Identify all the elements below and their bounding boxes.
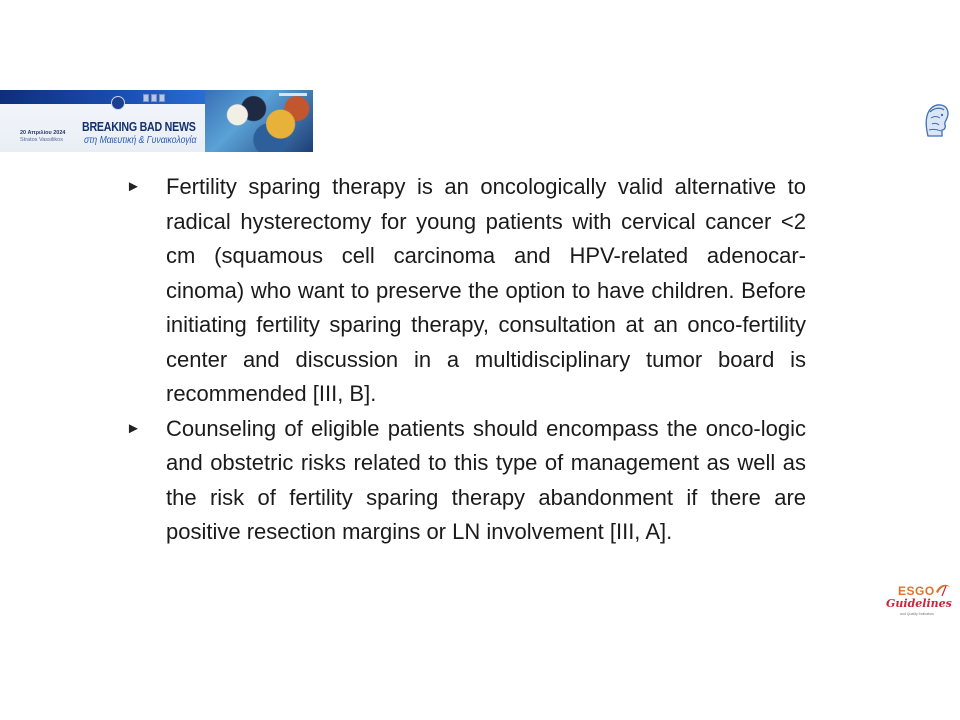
bullet-counseling (126, 412, 806, 550)
banner-venue: Stratos Vassilikos (20, 137, 63, 143)
esgo-tagline: Guidelines (886, 597, 952, 610)
banner-stripe (0, 90, 210, 104)
athena-head-icon (922, 100, 950, 140)
esgo-swoosh-icon (934, 582, 952, 598)
esgo-subline: and Quality Indicators (900, 612, 934, 616)
banner-date-block (20, 130, 68, 144)
conference-banner (0, 90, 313, 152)
banner-subtitle: στη Μαιευτική & Γυναικολογία (84, 135, 197, 146)
sponsor-logos (143, 94, 165, 102)
society-seal-icon (111, 96, 125, 110)
bullet-fertility-sparing (126, 170, 806, 412)
banner-title: BREAKING BAD NEWS (82, 119, 196, 134)
bullet-text: Fertility sparing therapy is an oncologically valid alternative to radical hysterectomy for young patients with cervical cancer <2 cm (squamous cell carcinoma and HPV-related adenocar-cinoma) who want to preserve the option to have children. Before initiating fertility sparing therapy, consultation at an onco-fertility center and discussion in a multidisciplinary tumor board is recommended [III, B]. (166, 174, 806, 406)
esgo-name: ESGO (898, 584, 935, 598)
banner-date: 20 Απριλίου 2024 (20, 130, 66, 136)
triangle-right-icon: ► (126, 178, 141, 195)
bullet-text: Counseling of eligible patients should encompass the onco-logic and obstetric risks related to this type of management as well as the risk of fertility sparing therapy abandonment if there are positive resection margins or LN involvement [III, A]. (166, 415, 806, 544)
esgo-guidelines-logo (884, 582, 954, 622)
banner-painting (205, 90, 313, 152)
triangle-right-icon: ► (126, 419, 141, 437)
guideline-bullets (126, 170, 806, 550)
